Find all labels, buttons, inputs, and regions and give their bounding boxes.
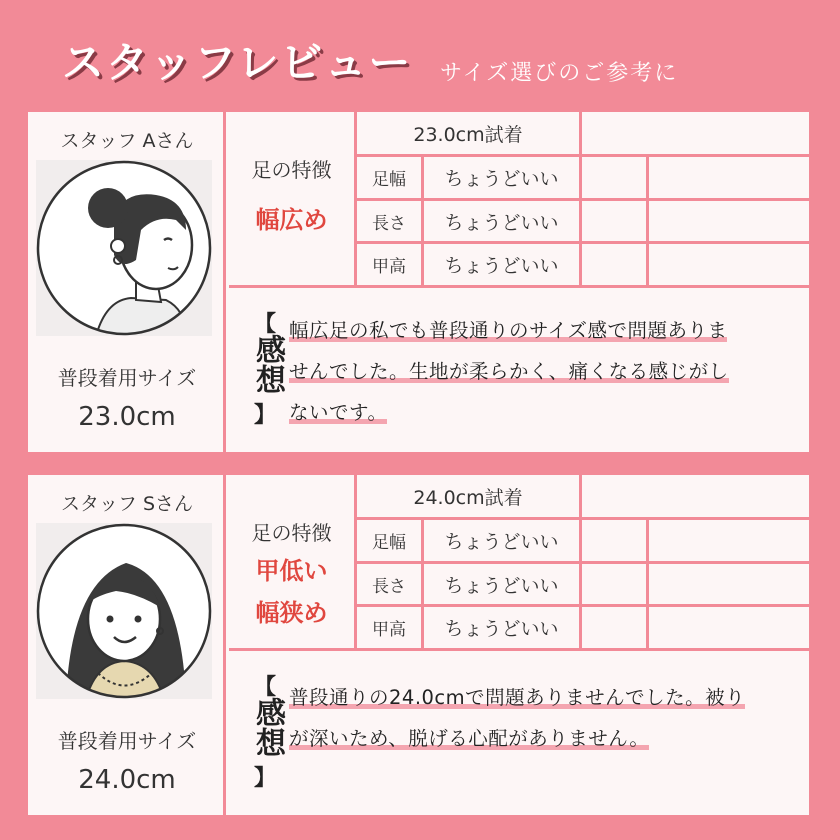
- foot-feature-value: 幅狭め: [255, 599, 328, 627]
- impression-line: 普段通りの24.0cmで問題ありませんでした。被り: [289, 686, 746, 709]
- row-value: ちょうどいい: [444, 574, 559, 597]
- usual-size-value: 23.0cm: [78, 402, 176, 432]
- impression-label: 【 感想 】: [250, 675, 285, 791]
- row-value: ちょうどいい: [444, 255, 559, 277]
- row-label: 足幅: [372, 170, 406, 190]
- row-value: ちょうどいい: [444, 531, 559, 553]
- usual-size-label: 普段着用サイズ: [57, 366, 197, 390]
- impression-text: [289, 310, 804, 433]
- review-card-a: [28, 112, 809, 452]
- impression-a: [229, 288, 809, 452]
- foot-feature-label: 足の特徴: [251, 521, 332, 545]
- impression-line: せんでした。生地が柔らかく、痛くなる感じがし: [289, 360, 729, 383]
- row-label: 足幅: [372, 533, 406, 553]
- page-subtitle: サイズ選びのご参考に: [440, 61, 679, 86]
- staff-name: スタッフ Aさん: [60, 130, 194, 152]
- row-label: 甲高: [372, 620, 406, 640]
- page-title: スタッフレビュー: [62, 38, 413, 87]
- review-card-s: [28, 475, 809, 815]
- impression-line: が深いため、脱げる心配がありません。: [289, 727, 650, 750]
- staff-a-avatar-icon: [36, 160, 212, 336]
- row-value: ちょうどいい: [444, 618, 559, 640]
- tried-size: 23.0cm試着: [413, 123, 523, 146]
- row-label: 長さ: [372, 576, 406, 597]
- impression-label: 【 感想 】: [250, 312, 285, 428]
- foot-feature-value: 甲低い: [255, 557, 328, 585]
- staff-info-s: [28, 475, 226, 815]
- staff-info-a: [28, 112, 226, 452]
- size-table-s: [229, 475, 809, 815]
- impression-s: [229, 651, 809, 815]
- impression-line: ないです。: [289, 401, 388, 424]
- impression-line: 幅広足の私でも普段通りのサイズ感で問題ありま: [289, 319, 728, 342]
- impression-text: [289, 677, 804, 759]
- foot-feature-label: 足の特徴: [251, 158, 332, 182]
- staff-name: スタッフ Sさん: [60, 493, 194, 515]
- tried-size: 24.0cm試着: [413, 486, 523, 509]
- row-label: 長さ: [372, 213, 406, 234]
- row-label: 甲高: [372, 257, 406, 277]
- row-value: ちょうどいい: [444, 211, 559, 234]
- usual-size-value: 24.0cm: [78, 765, 176, 795]
- row-value: ちょうどいい: [444, 168, 559, 190]
- size-table-a: [229, 112, 809, 452]
- usual-size-label: 普段着用サイズ: [57, 729, 197, 753]
- staff-s-avatar-icon: [36, 523, 212, 699]
- foot-feature-value: 幅広め: [255, 206, 328, 234]
- header: [0, 0, 840, 110]
